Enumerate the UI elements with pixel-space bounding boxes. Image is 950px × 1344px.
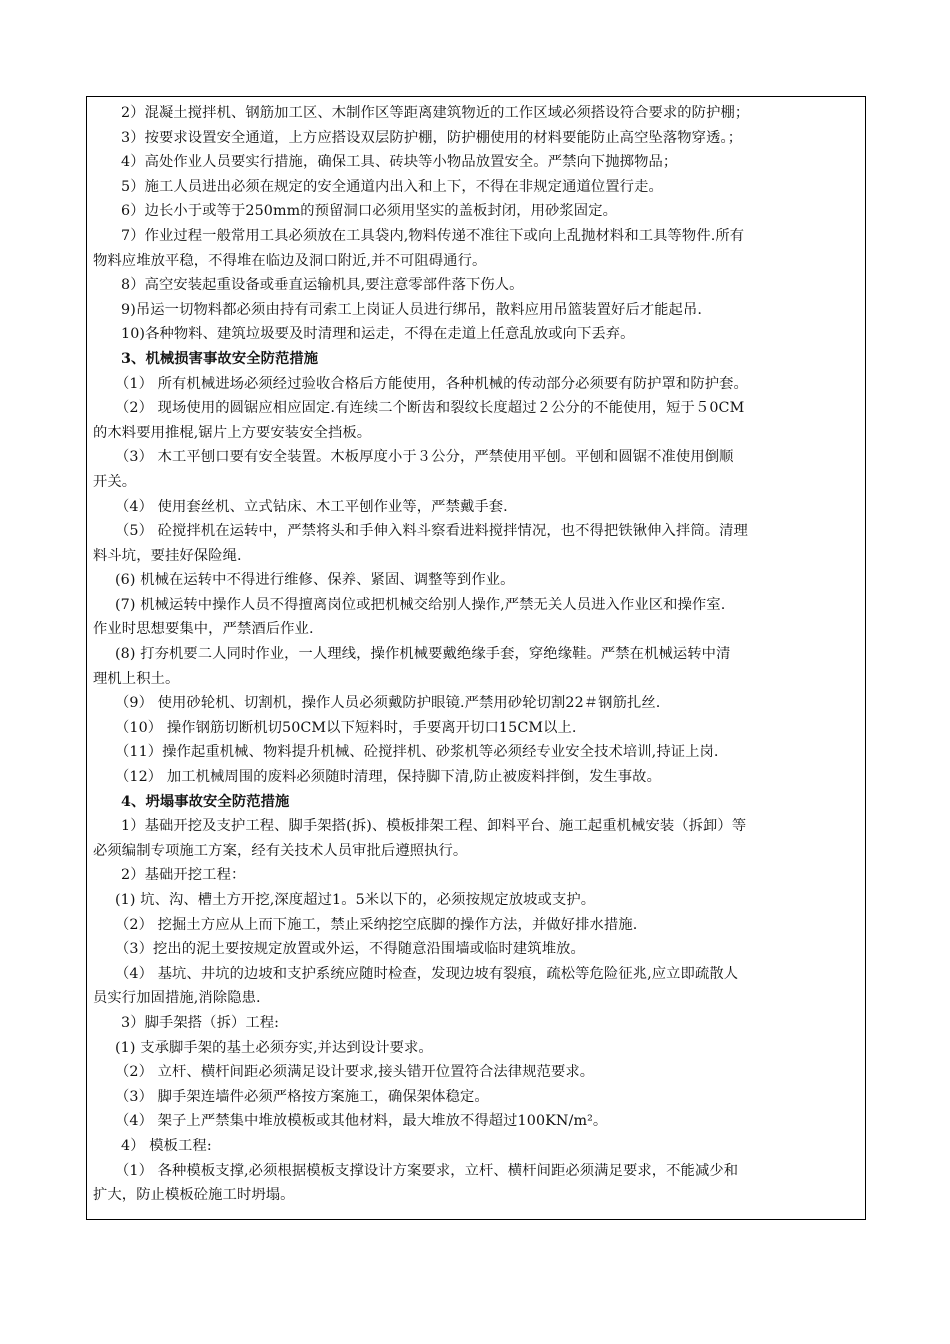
paragraph-line: （11）操作起重机械、物料提升机械、砼搅拌机、砂浆机等必须经专业安全技术培训,持证上岗. — [115, 744, 719, 761]
document-body — [93, 101, 861, 1208]
paragraph-line: 10)各种物料、建筑垃圾要及时清理和运走，不得在走道上任意乱放或向下丢弃。 — [121, 326, 635, 343]
paragraph-line: 的木料要用推棍,锯片上方要安装安全挡板。 — [93, 424, 372, 441]
paragraph-line: （12） 加工机械周围的废料必须随时清理，保持脚下清,防止被废料拌倒，发生事故。 — [115, 769, 661, 786]
paragraph-line: 理机上积土。 — [93, 670, 180, 687]
paragraph-line: （4） 基坑、井坑的边坡和支护系统应随时检查，发现边坡有裂痕，疏松等危险征兆,应立即疏散人 — [115, 965, 739, 982]
paragraph-line: 物料应堆放平稳，不得堆在临边及洞口附近,并不可阻碍通行。 — [93, 252, 487, 269]
paragraph-line: （10） 操作钢筋切断机切50CM以下短料时，手要离开切口15CM以上. — [115, 719, 577, 736]
paragraph-line: 扩大，防止模板砼施工时坍塌。 — [93, 1187, 295, 1204]
paragraph-line: 员实行加固措施,消除隐患. — [93, 990, 261, 1007]
paragraph-line: 4）高处作业人员要实行措施，确保工具、砖块等小物品放置安全。严禁向下抛掷物品； — [121, 154, 678, 171]
paragraph-line: 4） 模板工程: — [121, 1137, 212, 1154]
paragraph-line: 料斗坑，要挂好保险绳. — [93, 547, 242, 564]
paragraph-line: 8）高空安装起重设备或垂直运输机具,要注意零部件落下伤人。 — [121, 277, 524, 294]
paragraph-line: 5）施工人员进出必须在规定的安全通道内出入和上下，不得在非规定通道位置行走。 — [121, 178, 663, 195]
paragraph-line: （2） 现场使用的圆锯应相应固定.有连续二个断齿和裂纹长度超过２公分的不能使用，短于５0CM — [115, 400, 745, 417]
paragraph-line: （3） 木工平刨口要有安全装置。木板厚度小于３公分，严禁使用平刨。平刨和圆锯不准使用倒顺 — [115, 449, 734, 466]
paragraph-line: (1) 坑、沟、槽土方开挖,深度超过1。5米以下的，必须按规定放坡或支护。 — [115, 892, 596, 908]
paragraph-line: （2） 挖掘土方应从上而下施工，禁止采纳挖空底脚的操作方法，并做好排水措施. — [115, 916, 638, 933]
section-heading: 4、坍塌事故安全防范措施 — [121, 793, 290, 810]
document-frame — [86, 96, 866, 1220]
paragraph-line: （3）挖出的泥土要按规定放置或外运，不得随意沿围墙或临时建筑堆放。 — [115, 941, 585, 958]
paragraph-line: （1） 所有机械进场必须经过验收合格后方能使用，各种机械的传动部分必须要有防护罩和防护套。 — [115, 375, 748, 392]
paragraph-line: 9)吊运一切物料都必须由持有司索工上岗证人员进行绑吊，散料应用吊篮装置好后才能起吊. — [121, 301, 702, 318]
paragraph-line: （5） 砼搅拌机在运转中，严禁将头和手伸入料斗察看进料搅拌情况，也不得把铁锹伸入拌筒。清理 — [115, 523, 748, 540]
paragraph-line: （1） 各种模板支撑,必须根据模板支撑设计方案要求，立杆、横杆间距必须满足要求，不能减少和 — [115, 1162, 739, 1179]
paragraph-line: 1）基础开挖及支护工程、脚手架搭(拆)、模板排架工程、卸料平台、施工起重机械安装（拆卸）等 — [121, 818, 747, 835]
paragraph-line: 6）边长小于或等于250mm的预留洞口必须用坚实的盖板封闭，用砂浆固定。 — [121, 203, 618, 220]
section-heading: 3、机械损害事故安全防范措施 — [121, 350, 319, 367]
paragraph-line: 2）混凝土搅拌机、钢筋加工区、木制作区等距离建筑物近的工作区域必须搭设符合要求的防护棚； — [121, 105, 750, 121]
paragraph-line: (6) 机械在运转中不得进行维修、保养、紧固、调整等到作业。 — [115, 572, 515, 589]
paragraph-line: （4） 使用套丝机、立式钻床、木工平刨作业等，严禁戴手套. — [115, 498, 508, 515]
paragraph-line: （2） 立杆、横杆间距必须满足设计要求,接头错开位置符合法律规范要求。 — [115, 1064, 595, 1081]
paragraph-line: 2）基础开挖工程： — [121, 867, 246, 884]
paragraph-line: （4） 架子上严禁集中堆放模板或其他材料，最大堆放不得超过100KN/m²。 — [115, 1113, 608, 1130]
paragraph-line: (7) 机械运转中操作人员不得擅离岗位或把机械交给别人操作,严禁无关人员进入作业区和操作室. — [115, 596, 726, 613]
paragraph-line: 3）按要求设置安全通道，上方应搭设双层防护棚，防护棚使用的材料要能防止高空坠落物穿透。； — [121, 129, 743, 146]
paragraph-line: 作业时思想要集中，严禁酒后作业. — [93, 621, 314, 638]
paragraph-line: 7）作业过程一般常用工具必须放在工具袋内,物料传递不准往下或向上乱抛材料和工具等物件.所有 — [121, 227, 745, 244]
paragraph-line: 必须编制专项施工方案，经有关技术人员审批后遵照执行。 — [93, 842, 468, 859]
paragraph-line: 开关。 — [93, 473, 137, 490]
paragraph-line: (1) 支承脚手架的基土必须夯实,并达到设计要求。 — [115, 1039, 433, 1056]
paragraph-line: （3） 脚手架连墙件必须严格按方案施工，确保架体稳定。 — [115, 1088, 489, 1105]
paragraph-line: 3）脚手架搭（拆）工程: — [121, 1014, 280, 1031]
paragraph-line: （9） 使用砂轮机、切割机，操作人员必须戴防护眼镜.严禁用砂轮切割22＃钢筋扎丝. — [115, 695, 661, 712]
paragraph-line: (8) 打夯机要二人同时作业，一人理线，操作机械要戴绝缘手套，穿绝缘鞋。严禁在机械运转中清 — [115, 646, 731, 663]
